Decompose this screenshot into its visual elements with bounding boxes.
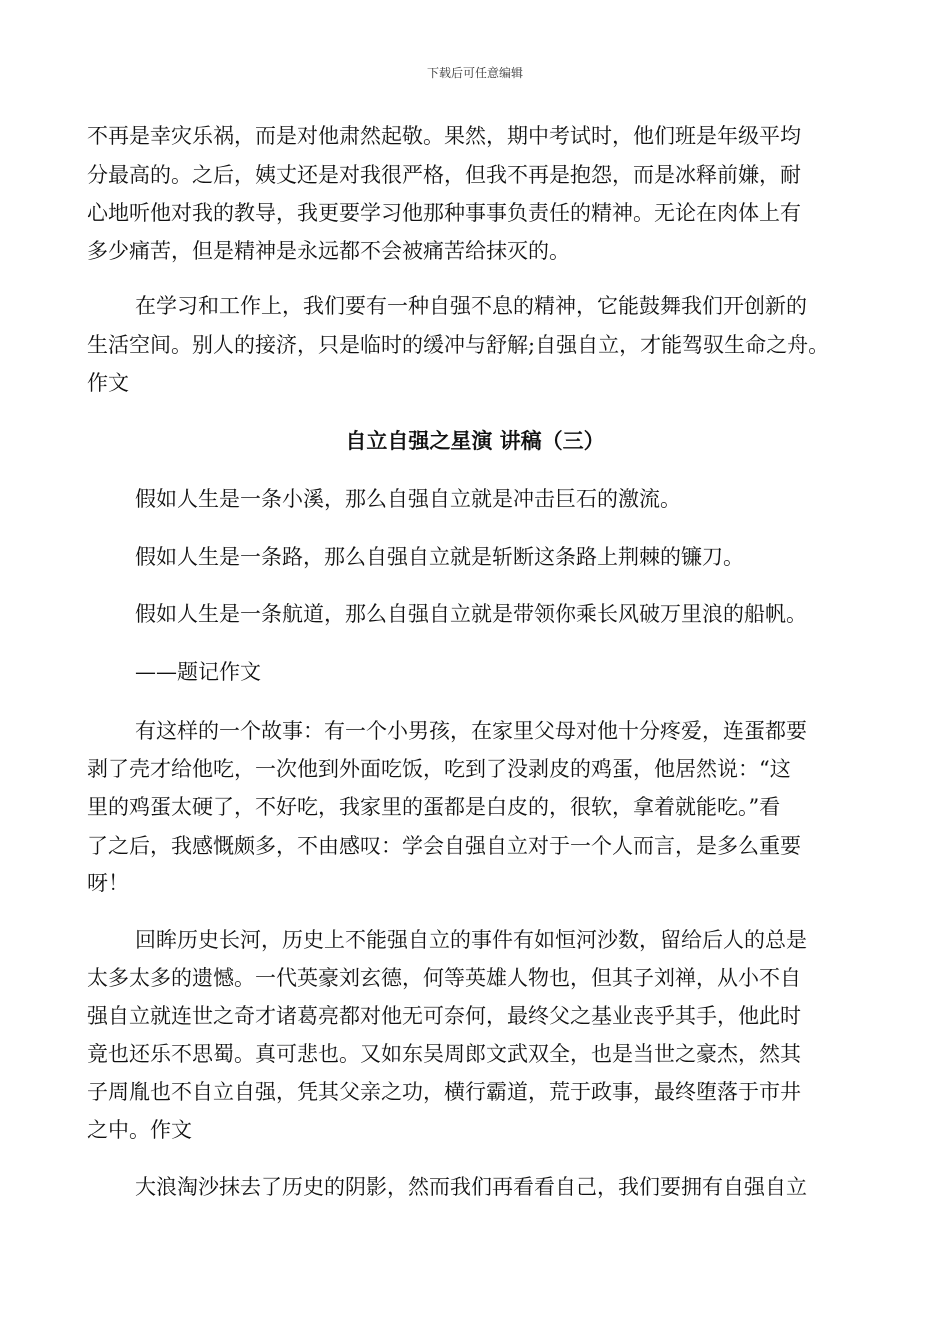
paragraph-line: 有这样的一个故事：有一个小男孩，在家里父母对他十分疼爱，连蛋都要 xyxy=(135,719,807,743)
paragraph-line: 多少痛苦，但是精神是永远都不会被痛苦给抹灭的。 xyxy=(87,239,570,263)
paragraph-line: 假如人生是一条航道，那么自强自立就是带领你乘长风破万里浪的船帆。 xyxy=(135,602,807,626)
paragraph-line: 了之后，我感慨颇多，不由感叹：学会自强自立对于一个人而言，是多么重要 xyxy=(87,834,801,858)
paragraph-line: 子周胤也不自立自强，凭其父亲之功，横行霸道，荒于政事，最终堕落于市井 xyxy=(87,1080,801,1104)
paragraph-line: 里的鸡蛋太硬了，不好吃，我家里的蛋都是白皮的，很软，拿着就能吃。”看 xyxy=(87,795,781,819)
paragraph-line: 在学习和工作上，我们要有一种自强不息的精神，它能鼓舞我们开创新的 xyxy=(135,294,807,318)
paragraph-line: 作文 xyxy=(87,371,129,395)
paragraph-line: 假如人生是一条路，那么自强自立就是斩断这条路上荆棘的镰刀。 xyxy=(135,545,744,569)
paragraph-line: 强自立就连世之奇才诸葛亮都对他无可奈何，最终父之基业丧乎其手，他此时 xyxy=(87,1004,801,1028)
paragraph-line: 呀！ xyxy=(87,871,129,895)
paragraph-line: 太多太多的遗憾。一代英豪刘玄德，何等英雄人物也，但其子刘禅，从小不自 xyxy=(87,966,801,990)
paragraph-line: 分最高的。之后，姨丈还是对我很严格，但我不再是抱怨，而是冰释前嫌，耐 xyxy=(87,163,801,187)
section-title: 自立自强之星演 讲稿（三） xyxy=(345,429,605,453)
paragraph-line: 回眸历史长河，历史上不能强自立的事件有如恒河沙数，留给后人的总是 xyxy=(135,928,807,952)
epigraph-line: ——题记作文 xyxy=(135,660,261,684)
paragraph-line: 心地听他对我的教导，我更要学习他那种事事负责任的精神。无论在肉体上有 xyxy=(87,201,801,225)
paragraph-line: 不再是幸灾乐祸，而是对他肃然起敬。果然，期中考试时，他们班是年级平均 xyxy=(87,124,801,148)
paragraph-line: 假如人生是一条小溪，那么自强自立就是冲击巨石的激流。 xyxy=(135,487,681,511)
paragraph-line: 剥了壳才给他吃，一次他到外面吃饭，吃到了没剥皮的鸡蛋，他居然说：“这 xyxy=(87,757,791,781)
page-header: 下载后可任意编辑 xyxy=(426,66,523,80)
paragraph-line: 生活空间。别人的接济，只是临时的缓冲与舒解;自强自立，才能驾驭生命之舟。 xyxy=(87,333,830,357)
paragraph-line: 大浪淘沙抹去了历史的阴影，然而我们再看看自己，我们要拥有自强自立 xyxy=(135,1175,807,1199)
paragraph-line: 之中。作文 xyxy=(87,1118,192,1142)
paragraph-line: 竟也还乐不思蜀。真可悲也。又如东吴周郎文武双全，也是当世之豪杰，然其 xyxy=(87,1042,801,1066)
